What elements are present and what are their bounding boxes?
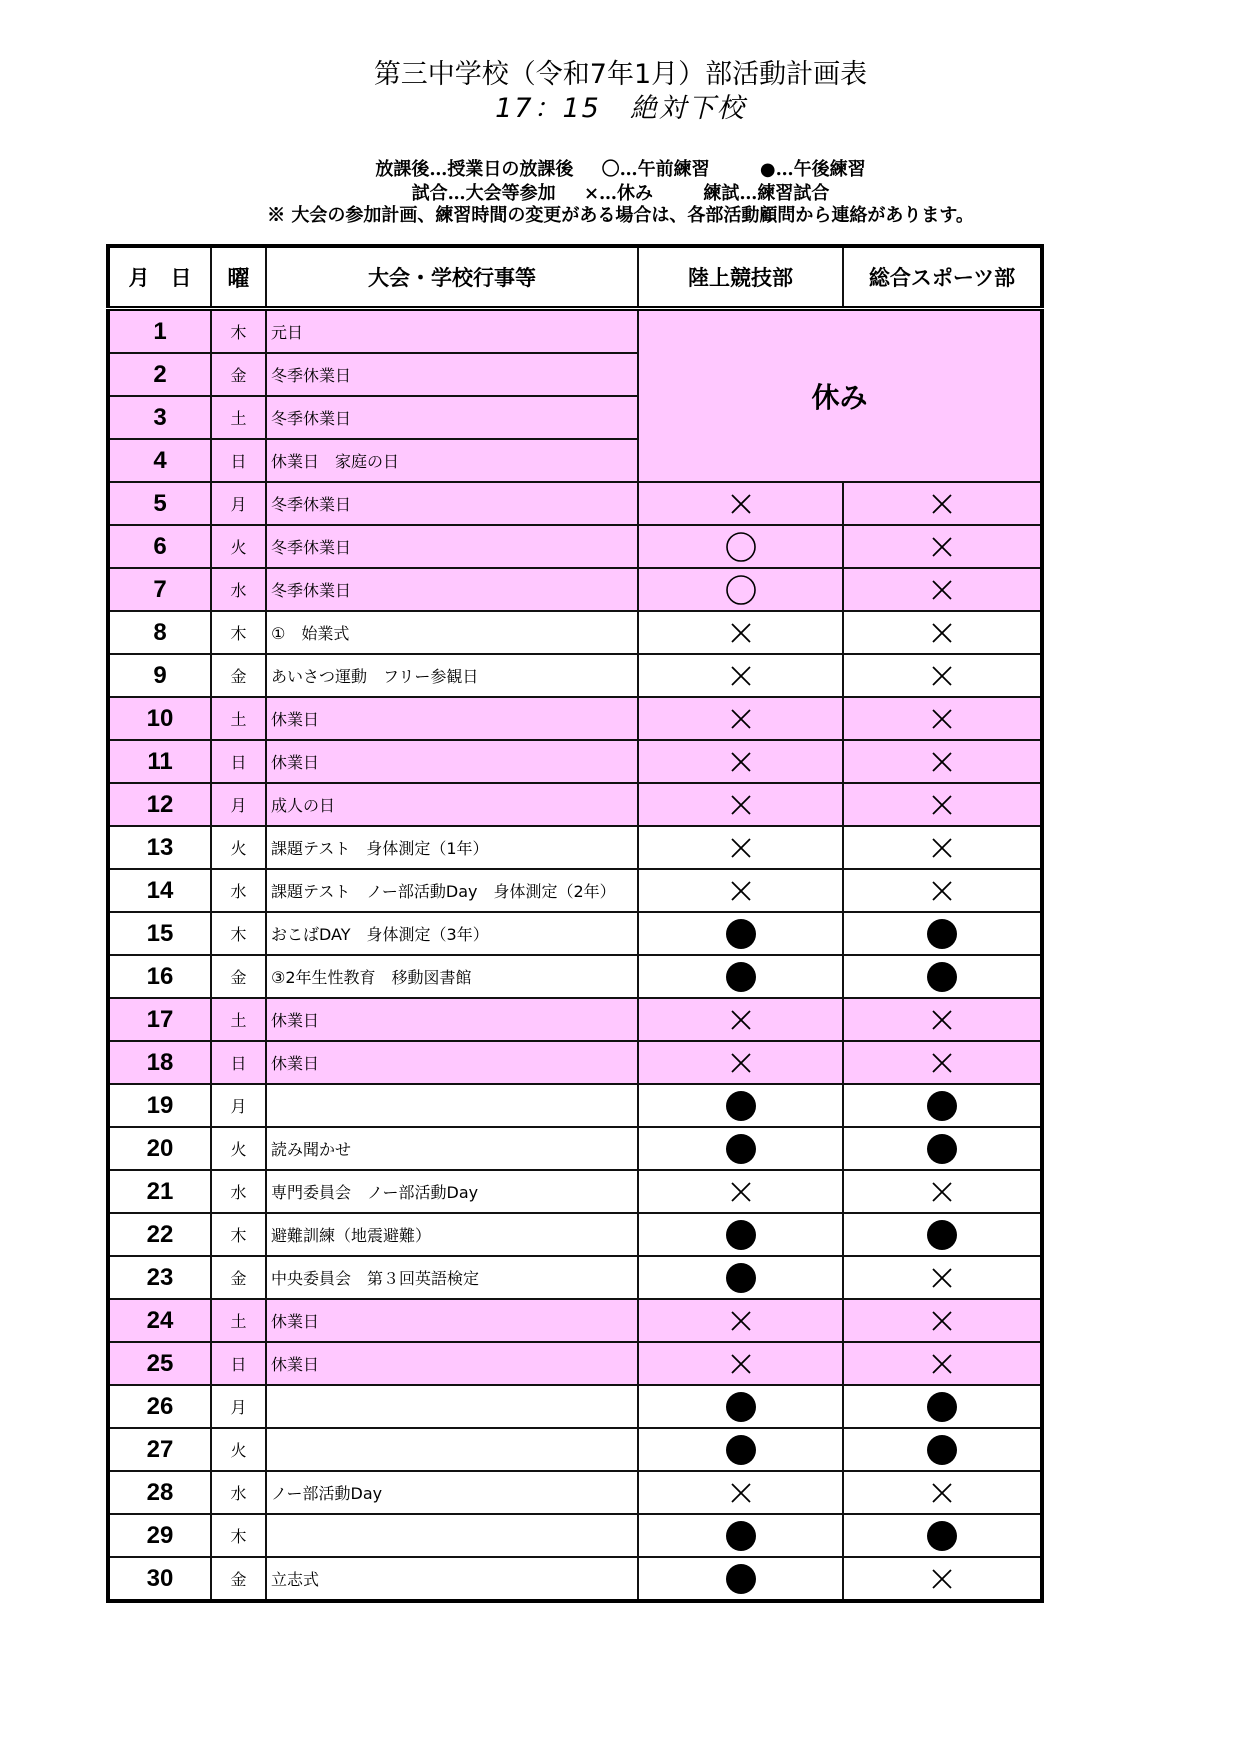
table-row [108, 998, 1042, 1041]
day-cell: 12 [108, 783, 211, 826]
day-cell: 14 [108, 869, 211, 912]
open-circle-icon [725, 574, 757, 606]
sports-club-cell [843, 654, 1042, 697]
cross-mark-icon [729, 1481, 753, 1505]
event-cell: 休業日 [266, 1342, 638, 1385]
track-club-cell [638, 1084, 843, 1127]
sports-club-cell [843, 1213, 1042, 1256]
legend-afternoon-practice: ●…午後練習 [759, 159, 866, 180]
filled-circle-icon [926, 1090, 958, 1122]
header-club-sports: 総合スポーツ部 [843, 246, 1042, 309]
cross-mark-icon [930, 1352, 954, 1376]
event-cell [266, 1428, 638, 1471]
event-cell: 冬季休業日 [266, 482, 638, 525]
table-row [108, 1557, 1042, 1601]
event-cell: 中央委員会 第３回英語検定 [266, 1256, 638, 1299]
track-club-cell [638, 1428, 843, 1471]
filled-circle-icon [725, 918, 757, 950]
event-cell: 冬季休業日 [266, 568, 638, 611]
day-cell: 29 [108, 1514, 211, 1557]
table-row [108, 1213, 1042, 1256]
day-cell: 23 [108, 1256, 211, 1299]
table-row [108, 309, 1042, 354]
filled-circle-icon [725, 1133, 757, 1165]
table-body [108, 309, 1042, 1602]
sports-club-cell [843, 1084, 1042, 1127]
table-row [108, 1514, 1042, 1557]
event-cell [266, 1385, 638, 1428]
track-club-cell [638, 955, 843, 998]
cross-mark-icon [729, 793, 753, 817]
filled-circle-icon [926, 1520, 958, 1552]
cross-mark-icon [930, 1008, 954, 1032]
event-cell: 読み聞かせ [266, 1127, 638, 1170]
legend-after-school: 放課後…授業日の放課後 [375, 159, 574, 180]
day-cell: 30 [108, 1557, 211, 1601]
weekday-cell: 火 [211, 826, 266, 869]
sports-club-cell [843, 1342, 1042, 1385]
track-club-cell [638, 783, 843, 826]
legend-note: ※ 大会の参加計画、練習時間の変更がある場合は、各部活動顧問から連絡があります。 [267, 205, 974, 226]
event-cell: 避難訓練（地震避難） [266, 1213, 638, 1256]
day-cell: 25 [108, 1342, 211, 1385]
legend-practice-match: 練試…練習試合 [703, 183, 830, 204]
day-cell: 22 [108, 1213, 211, 1256]
legend-line-1 [0, 155, 1241, 181]
filled-circle-icon [725, 1563, 757, 1595]
header-club-track: 陸上競技部 [638, 246, 843, 309]
track-club-cell [638, 740, 843, 783]
track-club-cell [638, 568, 843, 611]
weekday-cell: 月 [211, 1084, 266, 1127]
page-title: 第三中学校（令和7年1月）部活動計画表 [373, 59, 868, 90]
cross-mark-icon [930, 664, 954, 688]
cross-mark-icon [729, 492, 753, 516]
cross-mark-icon [930, 1266, 954, 1290]
table-row [108, 826, 1042, 869]
cross-mark-icon [729, 879, 753, 903]
filled-circle-icon [926, 918, 958, 950]
sports-club-cell [843, 1299, 1042, 1342]
filled-circle-icon [725, 1520, 757, 1552]
sports-club-cell [843, 1385, 1042, 1428]
table-row [108, 1471, 1042, 1514]
weekday-cell: 日 [211, 740, 266, 783]
event-cell: 成人の日 [266, 783, 638, 826]
filled-circle-icon [725, 961, 757, 993]
cross-mark-icon [930, 1567, 954, 1591]
filled-circle-icon [926, 1391, 958, 1423]
day-cell: 21 [108, 1170, 211, 1213]
event-cell: おこばDAY 身体測定（3年） [266, 912, 638, 955]
cross-mark-icon [930, 492, 954, 516]
weekday-cell: 土 [211, 697, 266, 740]
weekday-cell: 水 [211, 1471, 266, 1514]
weekday-cell: 日 [211, 1342, 266, 1385]
sports-club-cell [843, 955, 1042, 998]
cross-mark-icon [930, 750, 954, 774]
sports-club-cell [843, 998, 1042, 1041]
event-cell: 元日 [266, 309, 638, 354]
sports-club-cell [843, 1041, 1042, 1084]
weekday-cell: 日 [211, 1041, 266, 1084]
table-row [108, 1041, 1042, 1084]
event-cell: 冬季休業日 [266, 525, 638, 568]
legend-match: 試合…大会等参加 [411, 183, 556, 204]
track-club-cell [638, 1557, 843, 1601]
track-club-cell [638, 998, 843, 1041]
cross-mark-icon [729, 1051, 753, 1075]
day-cell: 4 [108, 439, 211, 482]
cross-mark-icon [930, 707, 954, 731]
weekday-cell: 金 [211, 1557, 266, 1601]
weekday-cell: 木 [211, 1514, 266, 1557]
cross-mark-icon [729, 707, 753, 731]
day-cell: 17 [108, 998, 211, 1041]
event-cell: 立志式 [266, 1557, 638, 1601]
track-club-cell [638, 1256, 843, 1299]
track-club-cell [638, 1342, 843, 1385]
cross-mark-icon [930, 879, 954, 903]
table-row [108, 654, 1042, 697]
sports-club-cell [843, 1428, 1042, 1471]
event-cell: ① 始業式 [266, 611, 638, 654]
day-cell: 6 [108, 525, 211, 568]
track-club-cell [638, 1514, 843, 1557]
table-row [108, 611, 1042, 654]
cross-mark-icon [729, 1309, 753, 1333]
sports-club-cell [843, 568, 1042, 611]
open-circle-icon [725, 531, 757, 563]
event-cell: 冬季休業日 [266, 396, 638, 439]
cross-mark-icon [930, 621, 954, 645]
cross-mark-icon [930, 1051, 954, 1075]
weekday-cell: 木 [211, 611, 266, 654]
day-cell: 9 [108, 654, 211, 697]
day-cell: 10 [108, 697, 211, 740]
weekday-cell: 土 [211, 396, 266, 439]
track-club-cell [638, 1127, 843, 1170]
table-row [108, 1342, 1042, 1385]
weekday-cell: 月 [211, 1385, 266, 1428]
day-cell: 2 [108, 353, 211, 396]
event-cell: 冬季休業日 [266, 353, 638, 396]
table-row [108, 912, 1042, 955]
track-club-cell [638, 912, 843, 955]
table-row [108, 1256, 1042, 1299]
event-cell: ③2年生性教育 移動図書館 [266, 955, 638, 998]
table-row [108, 525, 1042, 568]
cross-mark-icon [930, 1180, 954, 1204]
sports-club-cell [843, 912, 1042, 955]
weekday-cell: 土 [211, 998, 266, 1041]
event-cell: 休業日 [266, 697, 638, 740]
day-cell: 5 [108, 482, 211, 525]
event-cell: 専門委員会 ノー部活動Day [266, 1170, 638, 1213]
filled-circle-icon [725, 1090, 757, 1122]
merged-rest-cell: 休み [638, 309, 1042, 483]
weekday-cell: 水 [211, 869, 266, 912]
cross-mark-icon [930, 535, 954, 559]
event-cell: 休業日 [266, 740, 638, 783]
weekday-cell: 木 [211, 1213, 266, 1256]
table-row [108, 1127, 1042, 1170]
cross-mark-icon [729, 621, 753, 645]
table-row [108, 783, 1042, 826]
header-weekday: 曜 [211, 246, 266, 309]
filled-circle-icon [926, 1133, 958, 1165]
track-club-cell [638, 482, 843, 525]
day-cell: 19 [108, 1084, 211, 1127]
track-club-cell [638, 654, 843, 697]
sports-club-cell [843, 1256, 1042, 1299]
weekday-cell: 水 [211, 568, 266, 611]
sports-club-cell [843, 1514, 1042, 1557]
sports-club-cell [843, 1471, 1042, 1514]
legend-rest: ×…休み [583, 183, 654, 204]
day-cell: 24 [108, 1299, 211, 1342]
weekday-cell: 木 [211, 309, 266, 354]
event-cell [266, 1084, 638, 1127]
header-date: 月 日 [108, 246, 211, 309]
sports-club-cell [843, 740, 1042, 783]
cross-mark-icon [930, 793, 954, 817]
weekday-cell: 火 [211, 525, 266, 568]
event-cell: 休業日 [266, 1041, 638, 1084]
cross-mark-icon [729, 664, 753, 688]
filled-circle-icon [725, 1391, 757, 1423]
day-cell: 1 [108, 309, 211, 354]
dismissal-time: 17：15 絶対下校 [495, 93, 746, 124]
day-cell: 3 [108, 396, 211, 439]
day-cell: 16 [108, 955, 211, 998]
table-row [108, 697, 1042, 740]
table-header-row [108, 246, 1042, 309]
activity-plan-table [106, 244, 1044, 1603]
filled-circle-icon [926, 1434, 958, 1466]
event-cell: 休業日 [266, 1299, 638, 1342]
event-cell: 休業日 家庭の日 [266, 439, 638, 482]
cross-mark-icon [930, 1309, 954, 1333]
weekday-cell: 金 [211, 955, 266, 998]
sports-club-cell [843, 783, 1042, 826]
filled-circle-icon [926, 961, 958, 993]
sports-club-cell [843, 1127, 1042, 1170]
weekday-cell: 土 [211, 1299, 266, 1342]
event-cell: 課題テスト ノー部活動Day 身体測定（2年） [266, 869, 638, 912]
cross-mark-icon [729, 836, 753, 860]
day-cell: 13 [108, 826, 211, 869]
weekday-cell: 水 [211, 1170, 266, 1213]
track-club-cell [638, 1041, 843, 1084]
cross-mark-icon [729, 1352, 753, 1376]
table-row [108, 1084, 1042, 1127]
cross-mark-icon [930, 578, 954, 602]
weekday-cell: 金 [211, 654, 266, 697]
cross-mark-icon [930, 1481, 954, 1505]
sports-club-cell [843, 482, 1042, 525]
sports-club-cell [843, 611, 1042, 654]
track-club-cell [638, 1471, 843, 1514]
weekday-cell: 月 [211, 482, 266, 525]
cross-mark-icon [729, 750, 753, 774]
filled-circle-icon [926, 1219, 958, 1251]
event-cell: あいさつ運動 フリー参観日 [266, 654, 638, 697]
weekday-cell: 火 [211, 1127, 266, 1170]
day-cell: 15 [108, 912, 211, 955]
event-cell [266, 1514, 638, 1557]
filled-circle-icon [725, 1262, 757, 1294]
weekday-cell: 木 [211, 912, 266, 955]
event-cell: 休業日 [266, 998, 638, 1041]
day-cell: 20 [108, 1127, 211, 1170]
legend-morning-practice: 〇…午前練習 [601, 159, 710, 180]
day-cell: 7 [108, 568, 211, 611]
track-club-cell [638, 525, 843, 568]
cross-mark-icon [930, 836, 954, 860]
sports-club-cell [843, 1170, 1042, 1213]
track-club-cell [638, 697, 843, 740]
table-row [108, 955, 1042, 998]
weekday-cell: 月 [211, 783, 266, 826]
table-row [108, 869, 1042, 912]
filled-circle-icon [725, 1219, 757, 1251]
cross-mark-icon [729, 1008, 753, 1032]
track-club-cell [638, 611, 843, 654]
day-cell: 8 [108, 611, 211, 654]
sports-club-cell [843, 697, 1042, 740]
track-club-cell [638, 1213, 843, 1256]
weekday-cell: 火 [211, 1428, 266, 1471]
event-cell: 課題テスト 身体測定（1年） [266, 826, 638, 869]
table-row [108, 1385, 1042, 1428]
table-row [108, 1299, 1042, 1342]
event-cell: ノー部活動Day [266, 1471, 638, 1514]
day-cell: 26 [108, 1385, 211, 1428]
track-club-cell [638, 869, 843, 912]
sports-club-cell [843, 1557, 1042, 1601]
track-club-cell [638, 1299, 843, 1342]
sports-club-cell [843, 869, 1042, 912]
cross-mark-icon [729, 1180, 753, 1204]
track-club-cell [638, 1385, 843, 1428]
table-row [108, 1170, 1042, 1213]
sports-club-cell [843, 525, 1042, 568]
filled-circle-icon [725, 1434, 757, 1466]
weekday-cell: 金 [211, 1256, 266, 1299]
day-cell: 27 [108, 1428, 211, 1471]
table-row [108, 1428, 1042, 1471]
day-cell: 11 [108, 740, 211, 783]
sports-club-cell [843, 826, 1042, 869]
table-row [108, 568, 1042, 611]
weekday-cell: 日 [211, 439, 266, 482]
track-club-cell [638, 826, 843, 869]
day-cell: 18 [108, 1041, 211, 1084]
table-row [108, 740, 1042, 783]
table-row [108, 482, 1042, 525]
day-cell: 28 [108, 1471, 211, 1514]
header-events: 大会・学校行事等 [266, 246, 638, 309]
track-club-cell [638, 1170, 843, 1213]
weekday-cell: 金 [211, 353, 266, 396]
